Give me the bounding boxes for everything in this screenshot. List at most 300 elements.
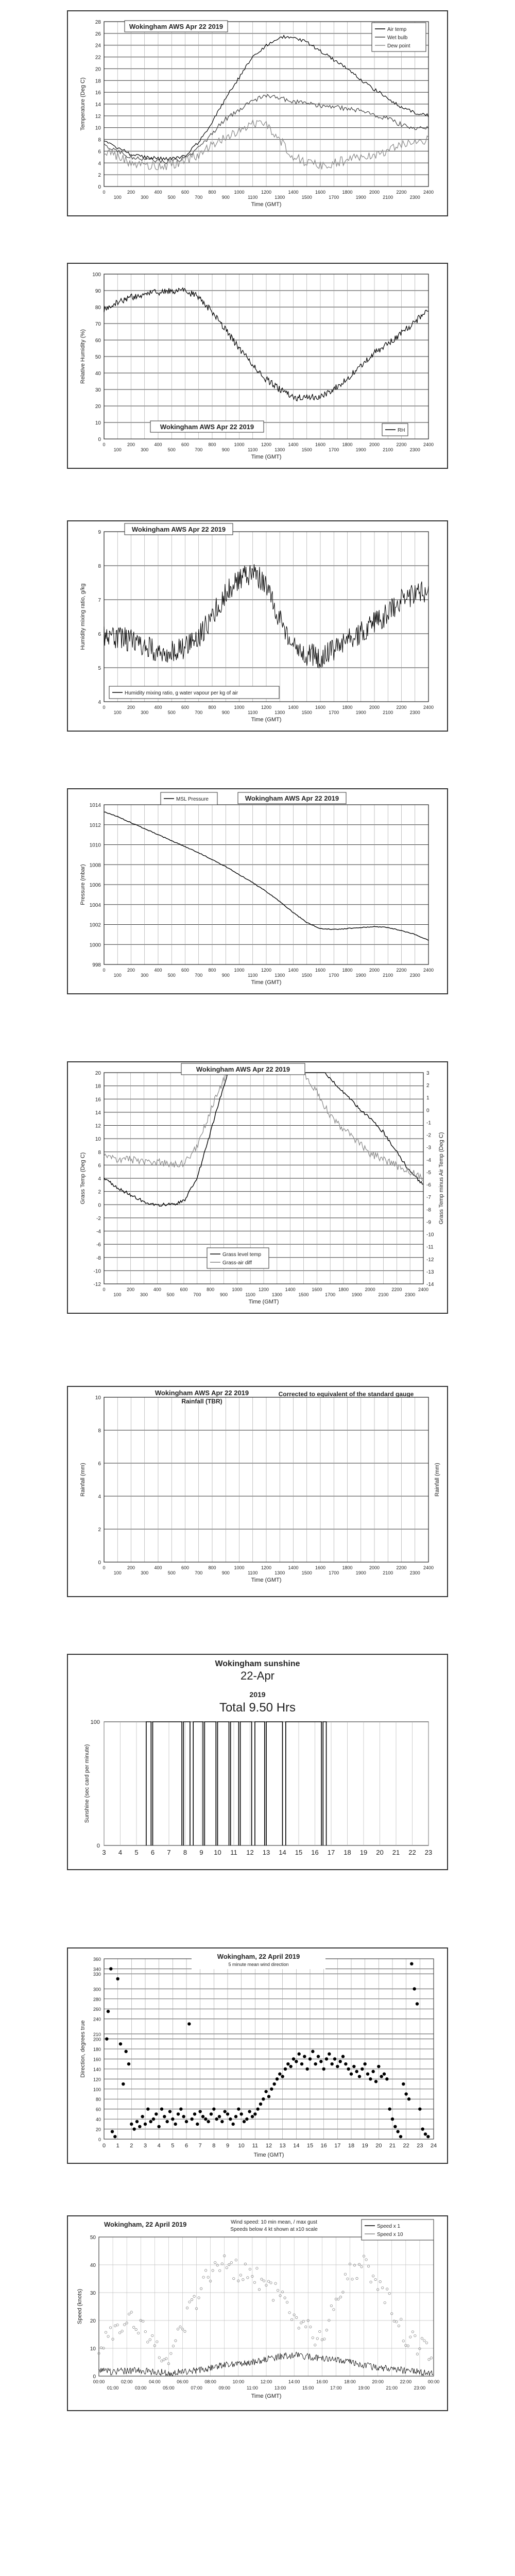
speed-x10-point [123,2324,125,2326]
y-tick-label: 0 [98,437,101,443]
x-tick-label: 1300 [271,1292,282,1297]
y-axis-label: Pressure (mbar) [80,864,86,905]
x-tick-label: 09:00 [218,2385,231,2391]
y-tick-label: 0 [93,2374,96,2380]
sunshine-interval [193,1722,203,1845]
sunshine-interval [183,1722,190,1845]
x-tick-label: 900 [221,973,230,978]
speed-x10-point [235,2259,237,2261]
y-tick-label: 120 [93,2077,101,2082]
x-tick-label: 08:00 [204,2379,216,2384]
speed-x10-point [409,2336,411,2338]
grass-temp-chart-svg [68,1062,447,1313]
x-tick-label: 1900 [355,195,366,200]
speed-x10-point [121,2330,123,2332]
y-tick-label: 180 [93,2047,101,2052]
y-tick-label: 300 [93,1987,101,1992]
x-tick-label: 1900 [355,973,366,978]
speed-x10-point [381,2286,383,2289]
x-tick-label: 20 [376,1849,384,1856]
x-tick-label: 1800 [342,1565,353,1570]
direction-point [215,2117,218,2121]
speed-x10-point [284,2297,286,2299]
x-tick-label: 11 [230,1849,237,1856]
speed-x10-point [370,2281,372,2283]
x-tick-label: 200 [127,190,135,195]
chart-subtitle: Rainfall (TBR) [181,1398,222,1405]
x-tick-label: 1900 [355,1570,366,1575]
y-tick-label: 10 [90,2346,96,2352]
x-tick-label: 2000 [369,190,380,195]
speed-x10-point [204,2269,207,2272]
direction-point [196,2123,199,2126]
x-tick-label: 0 [102,968,106,973]
x-tick-label: 2300 [409,447,420,452]
speed-x10-point [351,2278,353,2280]
y-tick-label: 1004 [89,902,101,908]
speed-x10-point [156,2341,158,2343]
temp-legend-label: Wet bulb [387,35,408,41]
y2-tick-label: -2 [426,1132,431,1139]
x-tick-label: 3 [102,1849,106,1856]
x-tick-label: 16 [311,1849,319,1856]
x-tick-label: 1700 [325,1292,336,1297]
y-tick-label: 100 [93,2087,101,2092]
direction-point [286,2062,289,2065]
y-tick-label: 24 [95,43,101,49]
y-tick-label: 40 [95,371,101,377]
x-tick-label: 400 [153,1287,161,1292]
x-tick-label: 500 [167,447,176,452]
speed-x10-point [256,2267,258,2269]
direction-point [190,2117,193,2121]
direction-point [350,2072,353,2075]
y-tick-label: -8 [96,1255,101,1261]
direction-point [160,2107,163,2110]
y-tick-label: 100 [92,272,101,278]
direction-point [380,2075,383,2078]
x-tick-label: 24 [430,2143,437,2149]
y-tick-label: 6 [98,1461,101,1467]
x-tick-label: 01:00 [107,2385,119,2391]
x-tick-label: 14:00 [288,2379,300,2384]
x-tick-label: 200 [127,968,135,973]
grass-legend-label: Grass-air diff [222,1260,252,1266]
direction-point [132,2127,135,2130]
speed-x10-point [286,2301,288,2303]
direction-point [264,2090,267,2093]
y-tick-label: 60 [95,338,101,344]
speed-x10-point [353,2264,355,2266]
direction-point [149,2120,152,2123]
speed-x10-point [374,2278,376,2280]
direction-point [369,2077,372,2080]
speed-x10-point [158,2357,160,2359]
sunshine-interval [153,1722,182,1845]
direction-point [317,2055,320,2058]
x-tick-label: 2200 [396,968,407,973]
x-tick-label: 1500 [301,710,312,715]
direction-point [393,2125,397,2128]
x-tick-label: 1000 [234,442,245,447]
x-tick-label: 2000 [369,442,380,447]
y-tick-label: 2 [98,173,101,179]
x-tick-label: 2400 [423,705,434,710]
grass-temp-chart [67,1061,448,1314]
chart-date: 22-Apr [240,1669,275,1682]
y-axis-label: Humidity mixing ratio, g/kg [80,583,86,650]
y-tick-label: 90 [95,289,101,294]
direction-point [363,2062,366,2065]
y-tick-label: 80 [95,2097,101,2103]
direction-point [344,2062,347,2065]
x-tick-label: 03:00 [134,2385,147,2391]
speed-x10-point [188,2301,191,2303]
y-tick-label: 10 [95,1137,101,1143]
direction-point [295,2060,298,2063]
speed-x10-point [135,2328,137,2330]
direction-point [130,2123,133,2126]
direction-point [135,2120,139,2123]
y-tick-label: 20 [95,66,101,73]
y-tick-label: 20 [95,404,101,410]
x-tick-label: 800 [208,190,216,195]
direction-point [124,2050,127,2053]
speed-x10-point [239,2274,242,2276]
y2-tick-label: -9 [426,1219,431,1226]
mixing-ratio-chart [67,520,448,732]
x-tick-label: 8 [212,2143,216,2149]
y-tick-label: 12 [95,1123,101,1129]
speed-legend-label: Speed x 1 [377,2224,401,2229]
x-tick-label: 700 [193,1292,201,1297]
speed-legend-label: Speed x 10 [377,2232,403,2238]
x-axis-label: Time (GMT) [253,2152,284,2158]
x-tick-label: 600 [181,442,190,447]
x-tick-label: 2100 [383,1570,393,1575]
speed-x10-point [165,2358,167,2360]
x-tick-label: 12 [265,2143,272,2149]
x-tick-label: 2300 [409,973,420,978]
x-tick-label: 1100 [248,1570,258,1575]
x-tick-label: 4 [157,2143,161,2149]
sunshine-interval [266,1722,283,1845]
y-tick-label: 20 [90,2318,96,2324]
x-tick-label: 700 [195,195,203,200]
x-tick-label: 2100 [378,1292,389,1297]
y-axis-label: Relative Humidity (%) [80,329,86,384]
x-tick-label: 00:00 [93,2379,105,2384]
direction-point [182,2115,185,2118]
speed-x10-point [219,2269,221,2272]
y2-tick-label: -8 [426,1207,431,1213]
y-tick-label: -10 [93,1268,101,1275]
x-tick-label: 20:00 [372,2379,384,2384]
x-tick-label: 2300 [409,1570,420,1575]
rh-legend-label: RH [398,428,405,433]
x-tick-label: 2400 [423,190,434,195]
chart-title: Wokingham AWS Apr 22 2019 [245,794,339,802]
y-tick-label: 18 [95,1083,101,1090]
speed-x10-point [277,2289,279,2291]
direction-point [314,2062,317,2065]
speed-x10-point [128,2313,130,2315]
x-tick-label: 1000 [232,1287,243,1292]
speed-x10-point [402,2340,404,2342]
x-tick-label: 2200 [396,190,407,195]
speed-x10-point [398,2325,400,2327]
speed-x10-point [175,2340,177,2342]
direction-point [399,2135,402,2138]
x-tick-label: 15 [306,2143,314,2149]
direction-point [154,2112,158,2115]
x-axis-label: Time (GMT) [251,979,282,986]
y-tick-label: 5 [98,666,101,671]
x-tick-label: 1400 [288,442,299,447]
x-tick-label: 600 [181,190,190,195]
chart-subtitle: Wind speed: 10 min mean, / max gust [231,2219,317,2225]
direction-point [234,2115,237,2118]
speed-x10-point [323,2338,325,2340]
direction-point [297,2053,300,2056]
x-tick-label: 1000 [234,705,245,710]
direction-point [272,2082,276,2086]
y-tick-label: 14 [95,102,101,108]
x-tick-label: 900 [221,1570,230,1575]
y-tick-label: 240 [93,2016,101,2022]
speed-x10-point [221,2263,223,2265]
y-tick-label: 0 [96,1843,100,1849]
y-tick-label: 28 [95,20,101,25]
speed-x10-point [161,2360,163,2362]
direction-point [105,2037,108,2040]
x-tick-label: 1200 [261,705,272,710]
direction-point [239,2112,243,2115]
x-tick-label: 23 [417,2143,423,2149]
x-tick-label: 800 [208,442,216,447]
x-tick-label: 500 [167,1570,176,1575]
direction-point [407,2097,410,2100]
y-tick-label: 330 [93,1972,101,1977]
y2-tick-label: -1 [426,1120,431,1126]
speed-x10-point [144,2330,146,2332]
direction-point [305,2067,308,2071]
direction-point [328,2053,331,2056]
speed-x10-point [358,2263,360,2265]
speed-x10-point [109,2327,111,2329]
direction-point [165,2120,168,2123]
direction-point [113,2135,116,2138]
direction-point [421,2127,424,2130]
direction-point [374,2080,377,2083]
speed-x10-point [202,2276,204,2278]
speed-x10-point [207,2276,209,2278]
speed-x10-point [407,2345,409,2347]
x-tick-label: 6 [150,1849,155,1856]
direction-point [138,2125,141,2128]
y-tick-label: 2 [98,1527,101,1533]
x-tick-label: 6 [184,2143,188,2149]
direction-point [193,2112,196,2115]
x-tick-label: 900 [221,710,230,715]
y-axis-label: Sunshine (sec card per minute) [84,1744,90,1823]
direction-point [347,2067,350,2071]
direction-point [352,2065,355,2068]
y-tick-label: 10 [95,420,101,426]
chart-note: Speeds below 4 kt shown at x10 scale [230,2227,318,2232]
y2-axis-label: Rainfall (mm) [434,1463,440,1497]
speed-x10-point [325,2329,328,2331]
x-tick-label: 21 [389,2143,396,2149]
direction-point [119,2042,122,2045]
y-tick-label: 360 [93,1957,101,1962]
chart-title: Wokingham AWS Apr 22 2019 [131,526,226,533]
x-axis-label: Time (GMT) [251,717,282,723]
x-tick-label: 200 [127,1287,135,1292]
speed-x10-point [423,2340,425,2342]
x-tick-label: 300 [141,973,149,978]
direction-point [146,2107,149,2110]
direction-point [322,2067,325,2071]
x-tick-label: 1600 [315,1565,326,1570]
direction-point [259,2103,262,2106]
x-tick-label: 1000 [234,1565,245,1570]
speed-x10-point [314,2344,316,2346]
speed-x10-point [416,2353,418,2355]
x-tick-label: 1200 [261,442,272,447]
direction-point [418,2107,421,2110]
direction-point [171,2117,174,2121]
y-tick-label: 340 [93,1967,101,1972]
x-tick-label: 05:00 [163,2385,175,2391]
speed-x10-point [147,2341,149,2343]
x-tick-label: 7 [167,1849,171,1856]
x-tick-label: 1700 [329,1570,339,1575]
x-tick-label: 700 [195,973,203,978]
wind-speed-chart-svg [68,2216,447,2410]
x-tick-label: 2400 [423,1565,434,1570]
sunshine-interval [146,1722,151,1845]
direction-point [270,2088,273,2091]
x-tick-label: 1200 [258,1287,269,1292]
y-tick-label: 20 [95,2127,101,2132]
y-tick-label: 6 [98,632,101,637]
y-tick-label: 26 [95,31,101,37]
x-tick-label: 06:00 [177,2379,188,2384]
direction-point [253,2112,256,2115]
y-tick-label: 160 [93,2057,101,2062]
x-tick-label: 1200 [261,1565,272,1570]
direction-point [276,2077,279,2080]
x-tick-label: 0 [102,705,106,710]
x-tick-label: 800 [208,1565,216,1570]
pressure-legend-label: MSL Pressure [176,796,209,802]
x-tick-label: 2400 [418,1287,429,1292]
y-tick-label: 1010 [89,842,101,849]
x-tick-label: 2100 [383,447,393,452]
y-axis-label: Speed (knots) [77,2289,83,2325]
direction-point [333,2057,336,2060]
x-tick-label: 800 [208,968,216,973]
speed-x10-point [214,2261,216,2263]
speed-x10-point [428,2359,430,2361]
direction-point [371,2070,374,2073]
x-tick-label: 16:00 [316,2379,328,2384]
x-tick-label: 18 [344,1849,351,1856]
x-tick-label: 400 [154,968,162,973]
direction-point [256,2107,259,2110]
direction-point [338,2060,341,2063]
direction-point [404,2092,407,2095]
y-tick-label: 1012 [89,822,101,828]
temperature-chart-svg [68,11,447,215]
speed-x10-point [233,2277,235,2279]
x-tick-label: 5 [134,1849,139,1856]
x-tick-label: 19:00 [358,2385,370,2391]
x-tick-label: 18:00 [344,2379,356,2384]
direction-point [248,2110,251,2113]
direction-point [410,1962,413,1965]
x-tick-label: 1800 [342,705,353,710]
speed-x10-point [193,2295,195,2297]
x-tick-label: 700 [195,1570,203,1575]
x-tick-label: 13:00 [274,2385,286,2391]
x-tick-label: 200 [127,442,135,447]
speed-x10-point [270,2282,272,2284]
chart-title: Wokingham AWS Apr 22 2019 [129,23,224,30]
x-tick-label: 13 [279,2143,286,2149]
x-tick-label: 800 [208,705,216,710]
speed-x10-point [249,2268,251,2270]
y-tick-label: 16 [95,90,101,96]
x-tick-label: 2 [130,2143,133,2149]
y-axis-label: Temperature (Deg C) [80,77,86,131]
y-axis-label: Direction, degrees true [80,2020,86,2078]
x-tick-label: 100 [113,447,122,452]
x-tick-label: 400 [154,190,162,195]
y-tick-label: 9 [98,530,101,535]
grass-legend-label: Grass level temp [222,1252,262,1258]
x-tick-label: 02:00 [121,2379,133,2384]
x-tick-label: 19 [359,1849,368,1856]
y2-tick-label: 1 [426,1095,430,1101]
speed-x10-point [344,2273,346,2275]
speed-x10-point [267,2280,269,2282]
x-tick-label: 1600 [315,968,326,973]
x-tick-label: 12:00 [260,2379,272,2384]
x-tick-label: 00:00 [427,2379,440,2384]
speed-x10-point [400,2318,402,2320]
direction-point [107,2010,110,2013]
direction-point [284,2067,287,2071]
direction-point [336,2065,339,2068]
x-tick-label: 0 [102,190,106,195]
speed-x10-point [274,2282,277,2284]
speed-x10-point [421,2337,423,2340]
chart-title: Wokingham, 22 April 2019 [104,2221,187,2228]
direction-point [424,2132,427,2136]
speed-x10-point [272,2299,274,2301]
x-tick-label: 1700 [329,973,339,978]
speed-x10-point [312,2336,314,2338]
x-tick-label: 1100 [245,1292,255,1297]
x-tick-label: 1300 [274,447,285,452]
direction-point [281,2075,284,2078]
sunshine-chart-svg [68,1655,447,1869]
speed-x10-point [347,2278,349,2280]
x-tick-label: 22 [403,2143,409,2149]
direction-point [355,2070,358,2073]
